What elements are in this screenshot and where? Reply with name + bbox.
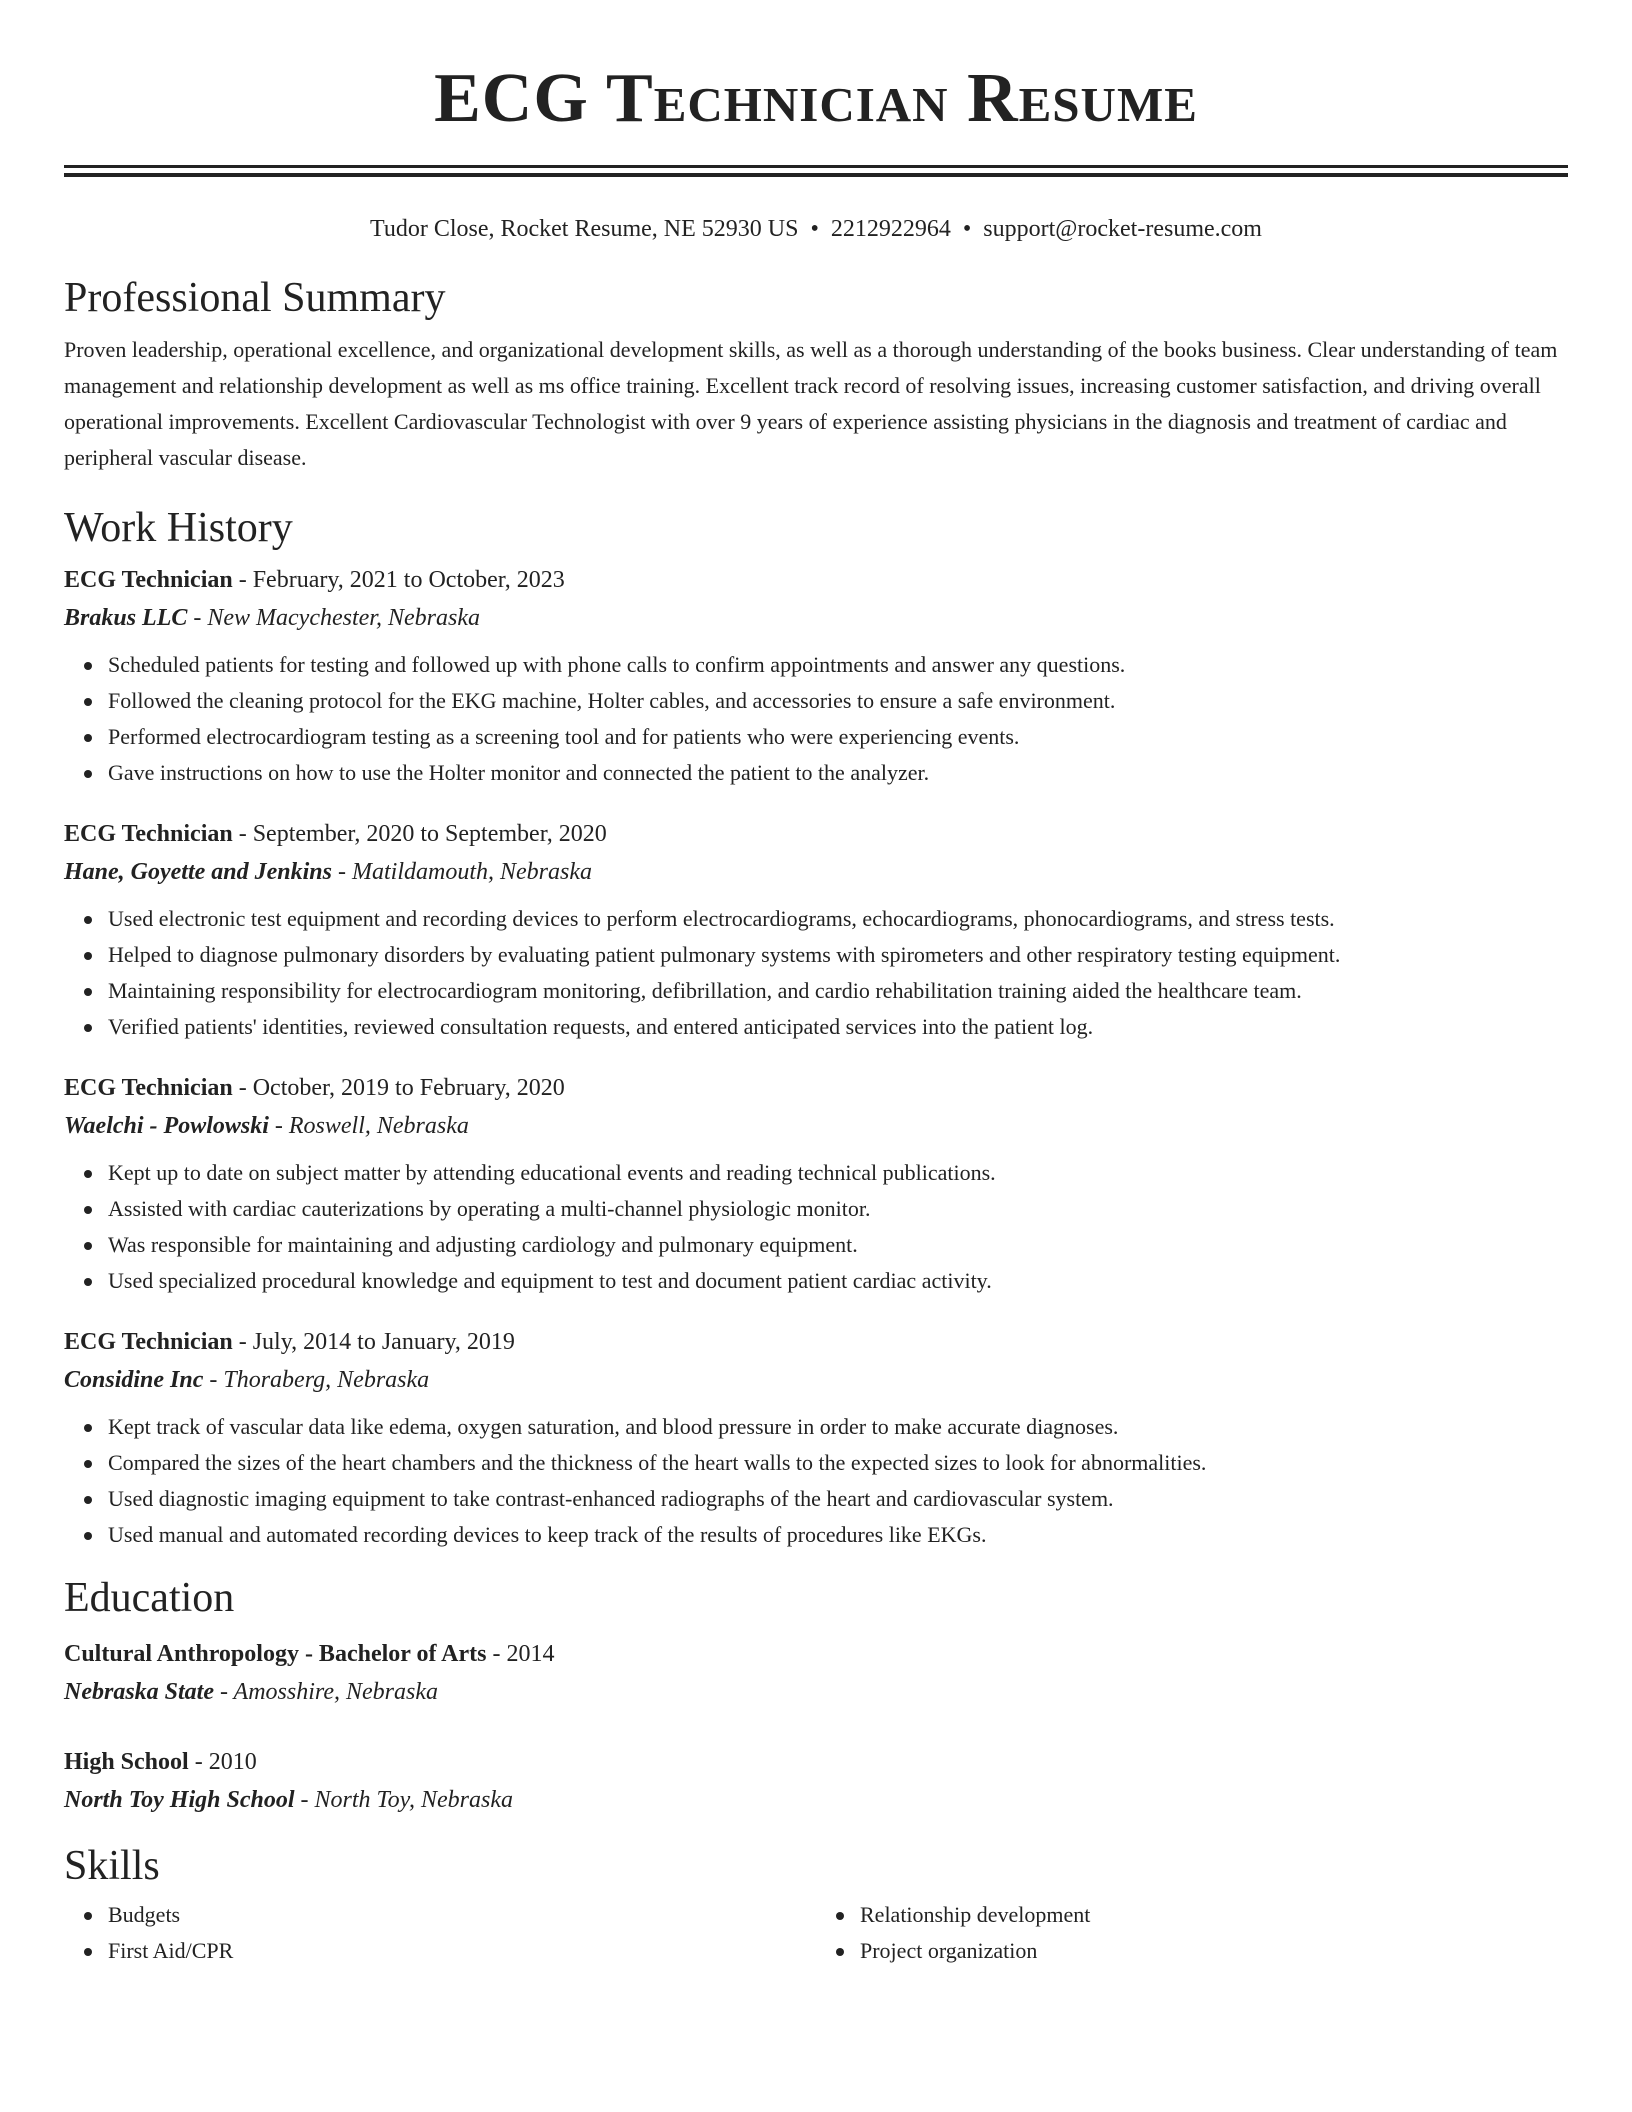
job-bullet: Used specialized procedural knowledge and equipment to test and document patient cardiac activity. (108, 1263, 1568, 1299)
job-dates: - February, 2021 to October, 2023 (232, 567, 565, 593)
education-location: - Amosshire, Nebraska (214, 1679, 438, 1705)
job-bullet: Used electronic test equipment and recording devices to perform electrocardiograms, echocardiograms, phonocardiograms, and stress tests. (108, 901, 1568, 937)
job-company-line (64, 1107, 1568, 1145)
job-location: - Roswell, Nebraska (268, 1113, 469, 1139)
job-bullets (64, 647, 1568, 791)
skills-section (64, 1841, 1568, 1969)
skills-columns (64, 1897, 1568, 1969)
skills-right-list (816, 1897, 1568, 1969)
job-title-line (64, 561, 1568, 599)
job-bullet: Kept up to date on subject matter by attending educational events and reading technical publications. (108, 1155, 1568, 1191)
education-degree-line (64, 1635, 1568, 1673)
job-title-line (64, 815, 1568, 853)
job-company-line (64, 599, 1568, 637)
job-title: ECG Technician (64, 1329, 233, 1355)
job-title-line (64, 1323, 1568, 1361)
job-bullet: Kept track of vascular data like edema, oxygen saturation, and blood pressure in order to make accurate diagnoses. (108, 1409, 1568, 1445)
job-bullet: Followed the cleaning protocol for the EKG machine, Holter cables, and accessories to ensure a safe environment. (108, 683, 1568, 719)
education-school: Nebraska State (64, 1679, 214, 1705)
contact-separator: • (810, 216, 819, 242)
job-title: ECG Technician (64, 821, 233, 847)
summary-text: Proven leadership, operational excellence, and organizational development skills, as well as a thorough understanding of the books business. Clear understanding of team management and relationship development as well as ms office training. Excellent track record of resolving issues, increasing customer satisfaction, and driving overall operational improvements. Excellent Cardiovascular Technologist with over 9 years of experience assisting physicians in the diagnosis and treatment of cardiac and peripheral vascular disease. (64, 337, 1558, 470)
education-school: North Toy High School (64, 1787, 295, 1813)
job-company-line (64, 1361, 1568, 1399)
job-dates: - October, 2019 to February, 2020 (232, 1075, 565, 1101)
job-entry (64, 1069, 1568, 1299)
skill-item: Budgets (108, 1897, 816, 1933)
job-bullet: Used diagnostic imaging equipment to take contrast-enhanced radiographs of the heart and cardiovascular system. (108, 1481, 1568, 1517)
skill-item: Relationship development (860, 1897, 1568, 1933)
job-bullet: Gave instructions on how to use the Holter monitor and connected the patient to the analyzer. (108, 755, 1568, 791)
job-company-line (64, 853, 1568, 891)
education-school-line (64, 1781, 1568, 1819)
job-location: - Matildamouth, Nebraska (332, 859, 592, 885)
summary-heading: Professional Summary (64, 275, 446, 321)
summary-section (64, 273, 1568, 476)
education-degree: Cultural Anthropology - Bachelor of Arts (64, 1641, 487, 1667)
contact-email: support@rocket-resume.com (983, 216, 1262, 242)
job-bullet: Used manual and automated recording devices to keep track of the results of procedures like EKGs. (108, 1517, 1568, 1553)
education-location: - North Toy, Nebraska (294, 1787, 513, 1813)
job-company: Hane, Goyette and Jenkins (64, 859, 332, 885)
job-location: - Thoraberg, Nebraska (203, 1367, 430, 1393)
job-dates: - July, 2014 to January, 2019 (232, 1329, 515, 1355)
education-school-line (64, 1673, 1568, 1711)
education-entry (64, 1635, 1568, 1711)
contact-address: Tudor Close, Rocket Resume, NE 52930 US (370, 216, 799, 242)
job-location: - New Macychester, Nebraska (187, 605, 480, 631)
skills-left-list (64, 1897, 816, 1969)
title-divider (64, 165, 1568, 177)
job-bullets (64, 1409, 1568, 1553)
education-year: - 2014 (486, 1641, 555, 1667)
skill-item: Project organization (860, 1933, 1568, 1969)
education-degree-line (64, 1743, 1568, 1781)
job-bullet: Was responsible for maintaining and adjusting cardiology and pulmonary equipment. (108, 1227, 1568, 1263)
work-history-heading: Work History (64, 505, 293, 551)
job-bullet: Assisted with cardiac cauterizations by operating a multi-channel physiologic monitor. (108, 1191, 1568, 1227)
education-degree: High School (64, 1749, 189, 1775)
job-bullets (64, 1155, 1568, 1299)
work-history-section (64, 503, 1568, 1553)
education-entry (64, 1743, 1568, 1819)
education-heading: Education (64, 1575, 235, 1621)
job-entry (64, 561, 1568, 791)
job-company: Considine Inc (64, 1367, 204, 1393)
skill-item: First Aid/CPR (108, 1933, 816, 1969)
job-company: Brakus LLC (64, 605, 188, 631)
job-title: ECG Technician (64, 1075, 233, 1101)
education-section (64, 1573, 1568, 1819)
job-title-line (64, 1069, 1568, 1107)
contact-phone: 2212922964 (830, 216, 951, 242)
job-company: Waelchi - Powlowski (64, 1113, 269, 1139)
job-entry (64, 815, 1568, 1045)
page-title: ECG Technician Resume (434, 60, 1198, 137)
job-dates: - September, 2020 to September, 2020 (232, 821, 607, 847)
job-bullet: Maintaining responsibility for electrocardiogram monitoring, defibrillation, and cardio rehabilitation training aided the healthcare team. (108, 973, 1568, 1009)
job-bullets (64, 901, 1568, 1045)
job-bullet: Compared the sizes of the heart chambers and the thickness of the heart walls to the expected sizes to look for abnormalities. (108, 1445, 1568, 1481)
contact-separator: • (962, 216, 972, 242)
job-bullet: Performed electrocardiogram testing as a screening tool and for patients who were experiencing events. (108, 719, 1568, 755)
job-bullet: Helped to diagnose pulmonary disorders by evaluating patient pulmonary systems with spirometers and other respiratory testing equipment. (108, 937, 1568, 973)
resume-page (64, 0, 1568, 1969)
job-bullet: Verified patients' identities, reviewed consultation requests, and entered anticipated services into the patient log. (108, 1009, 1568, 1045)
job-entry (64, 1323, 1568, 1553)
skills-heading: Skills (64, 1843, 160, 1889)
job-title: ECG Technician (64, 567, 233, 593)
education-year: - 2010 (188, 1749, 257, 1775)
job-bullet: Scheduled patients for testing and followed up with phone calls to confirm appointments and answer any questions. (108, 647, 1568, 683)
contact-line (64, 214, 1568, 244)
